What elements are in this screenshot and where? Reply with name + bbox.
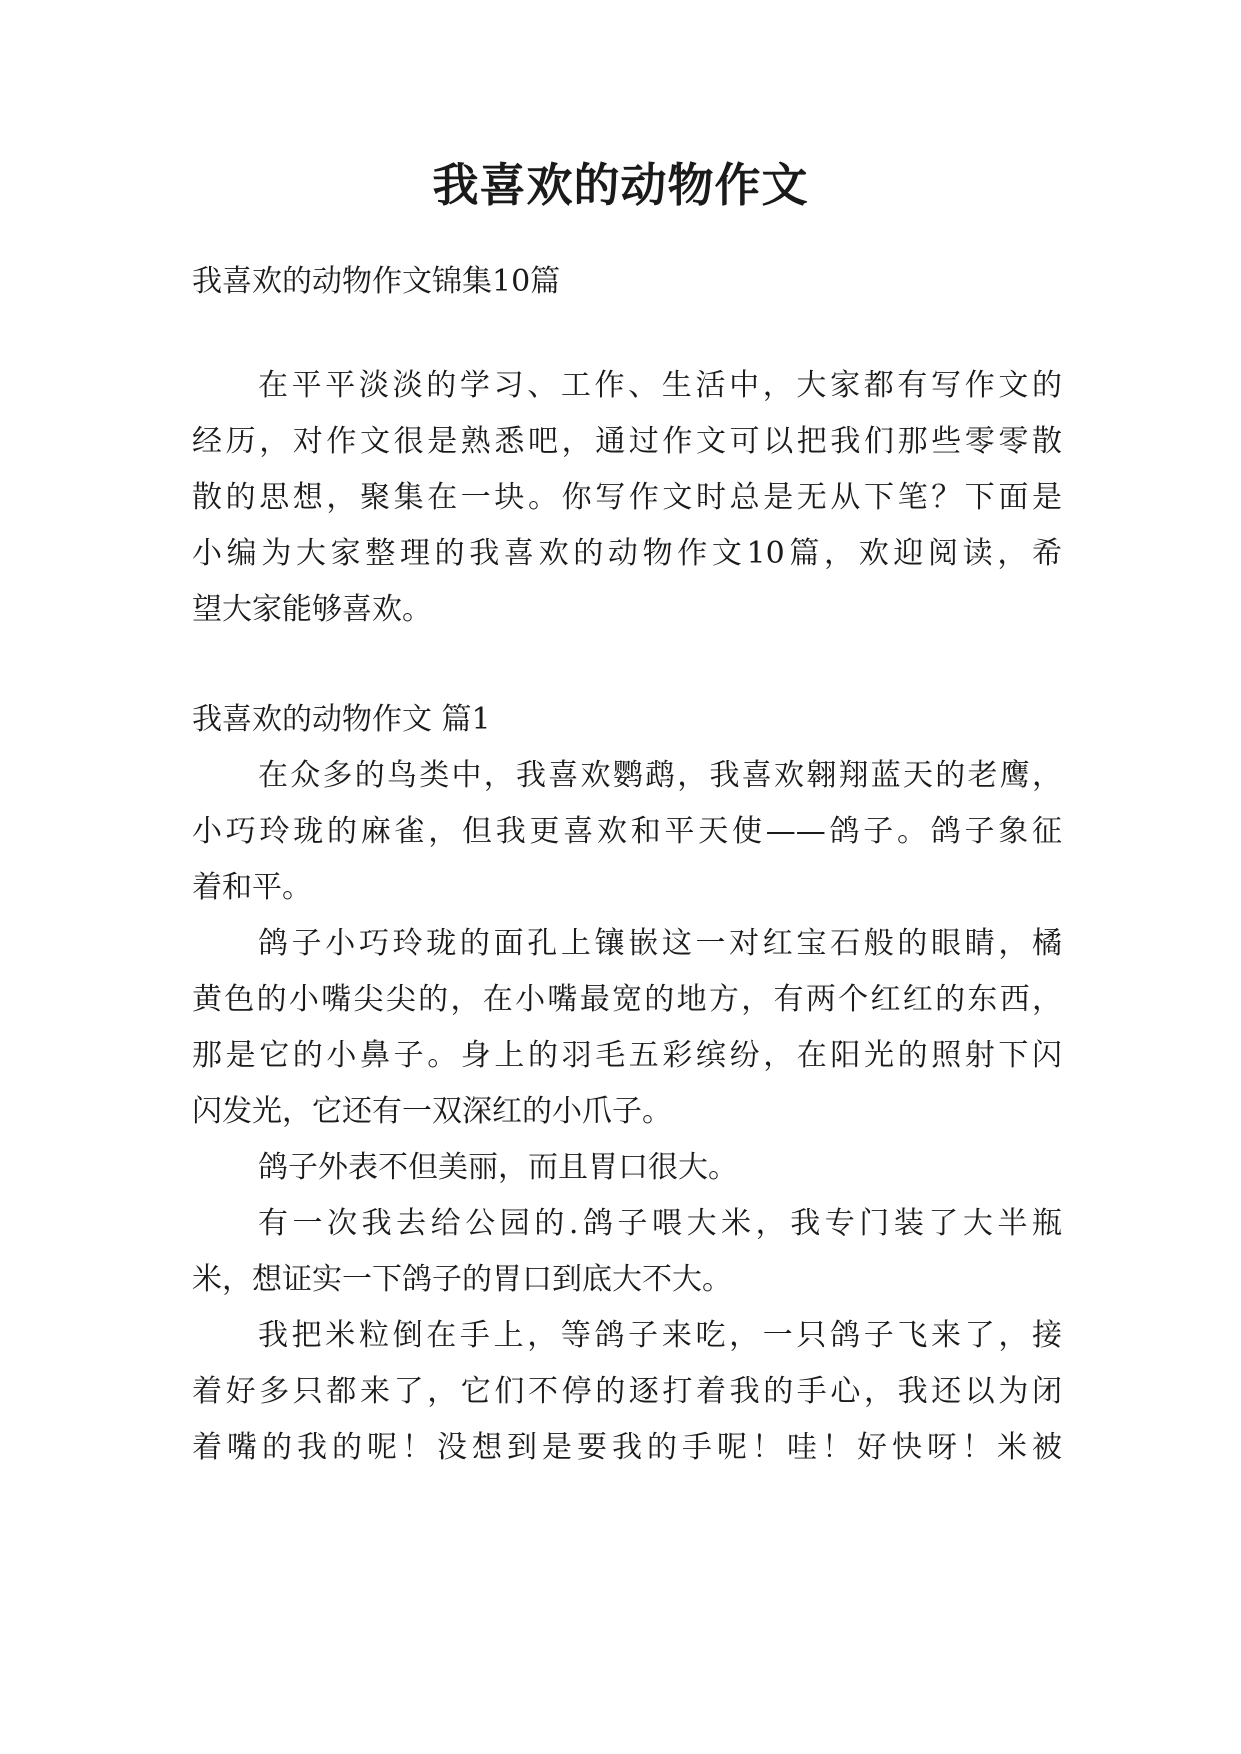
body-line: 鸽子小巧玲珑的面孔上镶嵌这一对红宝石般的眼睛，橘 [258,926,1062,961]
body-line: 米，想证实一下鸽子的胃口到底大不大。 [192,1262,732,1297]
body-line: 着好多只都来了，它们不停的逐打着我的手心，我还以为闭 [192,1374,1062,1409]
intro-line: 望大家能够喜欢。 [192,592,432,627]
intro-line: 散的思想，聚集在一块。你写作文时总是无从下笔？下面是 [192,480,1062,515]
intro-line: 经历，对作文很是熟悉吧，通过作文可以把我们那些零零散 [192,424,1062,459]
body-line: 有一次我去给公园的.鸽子喂大米，我专门装了大半瓶 [258,1206,1062,1241]
body-line: 小巧玲珑的麻雀，但我更喜欢和平天使——鸽子。鸽子象征 [192,814,1062,849]
body-line: 我把米粒倒在手上，等鸽子来吃，一只鸽子飞来了，接 [258,1318,1062,1353]
document-subtitle: 我喜欢的动物作文锦集10篇 [192,264,561,299]
intro-line: 小编为大家整理的我喜欢的动物作文10篇，欢迎阅读，希 [192,536,1062,571]
intro-line: 在平平淡淡的学习、工作、生活中，大家都有写作文的 [258,368,1062,403]
body-line: 黄色的小嘴尖尖的，在小嘴最宽的地方，有两个红红的东西， [192,982,1062,1017]
body-line: 闪发光，它还有一双深红的小爪子。 [192,1094,672,1129]
body-line: 着嘴的我的呢！没想到是要我的手呢！哇！好快呀！米被 [192,1430,1062,1465]
body-line: 在众多的鸟类中，我喜欢鹦鹉，我喜欢翱翔蓝天的老鹰， [258,758,1062,793]
body-line: 着和平。 [192,870,312,905]
section-heading: 我喜欢的动物作文 篇1 [192,702,491,737]
body-line: 那是它的小鼻子。身上的羽毛五彩缤纷，在阳光的照射下闪 [192,1038,1062,1073]
document-title: 我喜欢的动物作文 [432,158,809,212]
body-line: 鸽子外表不但美丽，而且胃口很大。 [258,1150,738,1185]
